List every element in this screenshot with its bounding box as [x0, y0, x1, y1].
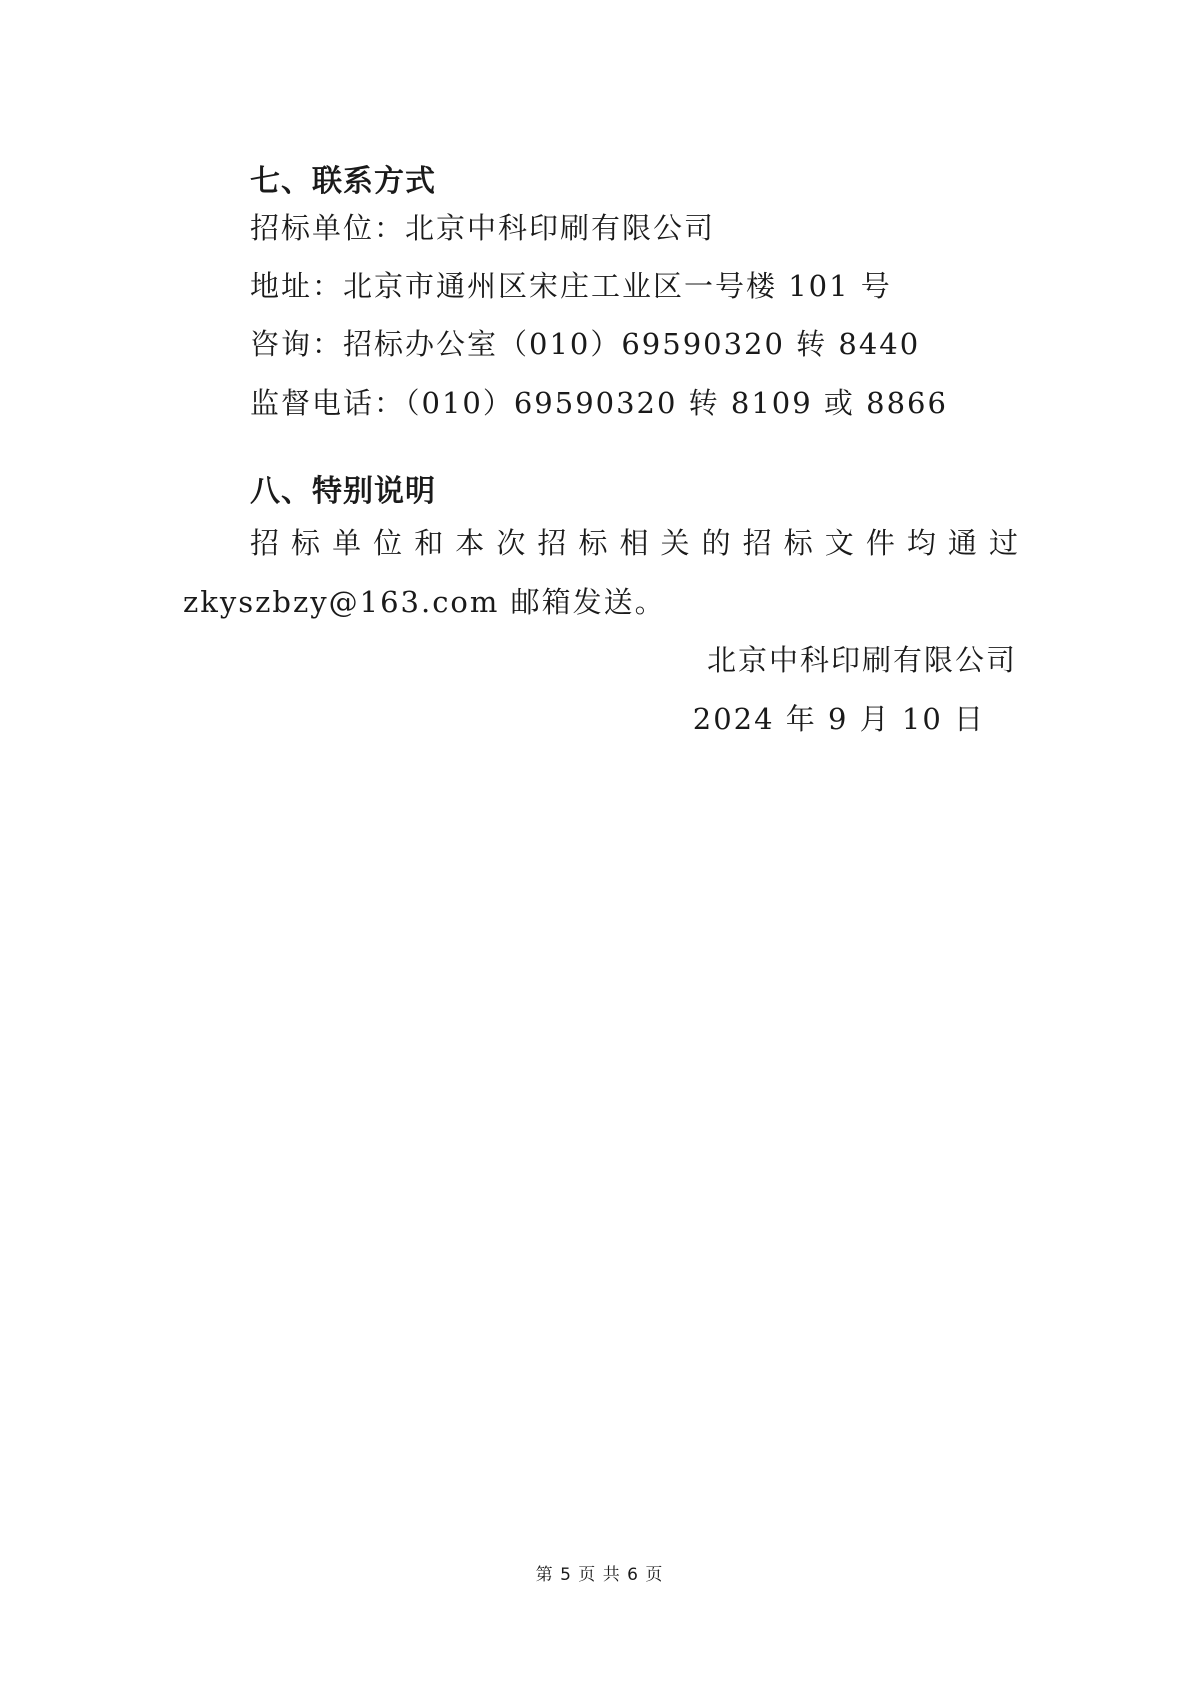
special-note-line-2: zkyszbzy@163.com 邮箱发送。 [183, 585, 666, 619]
supervision-phone-line: 监督电话：（010）69590320 转 8109 或 8866 [250, 386, 948, 420]
signature-company: 北京中科印刷有限公司 [706, 643, 1017, 677]
address-line: 地址：北京市通州区宋庄工业区一号楼 101 号 [250, 269, 892, 303]
section-8-heading: 八、特别说明 [250, 474, 436, 509]
page-footer: 第 5 页 共 6 页 [535, 1565, 664, 1585]
signature-date: 2024 年 9 月 10 日 [692, 702, 985, 736]
consult-line: 咨询：招标办公室（010）69590320 转 8440 [250, 327, 921, 361]
special-note-line-1: 招标单位和本次招标相关的招标文件均通过 [250, 526, 1018, 560]
section-7-heading: 七、联系方式 [250, 164, 436, 199]
bidder-line: 招标单位：北京中科印刷有限公司 [250, 211, 716, 245]
